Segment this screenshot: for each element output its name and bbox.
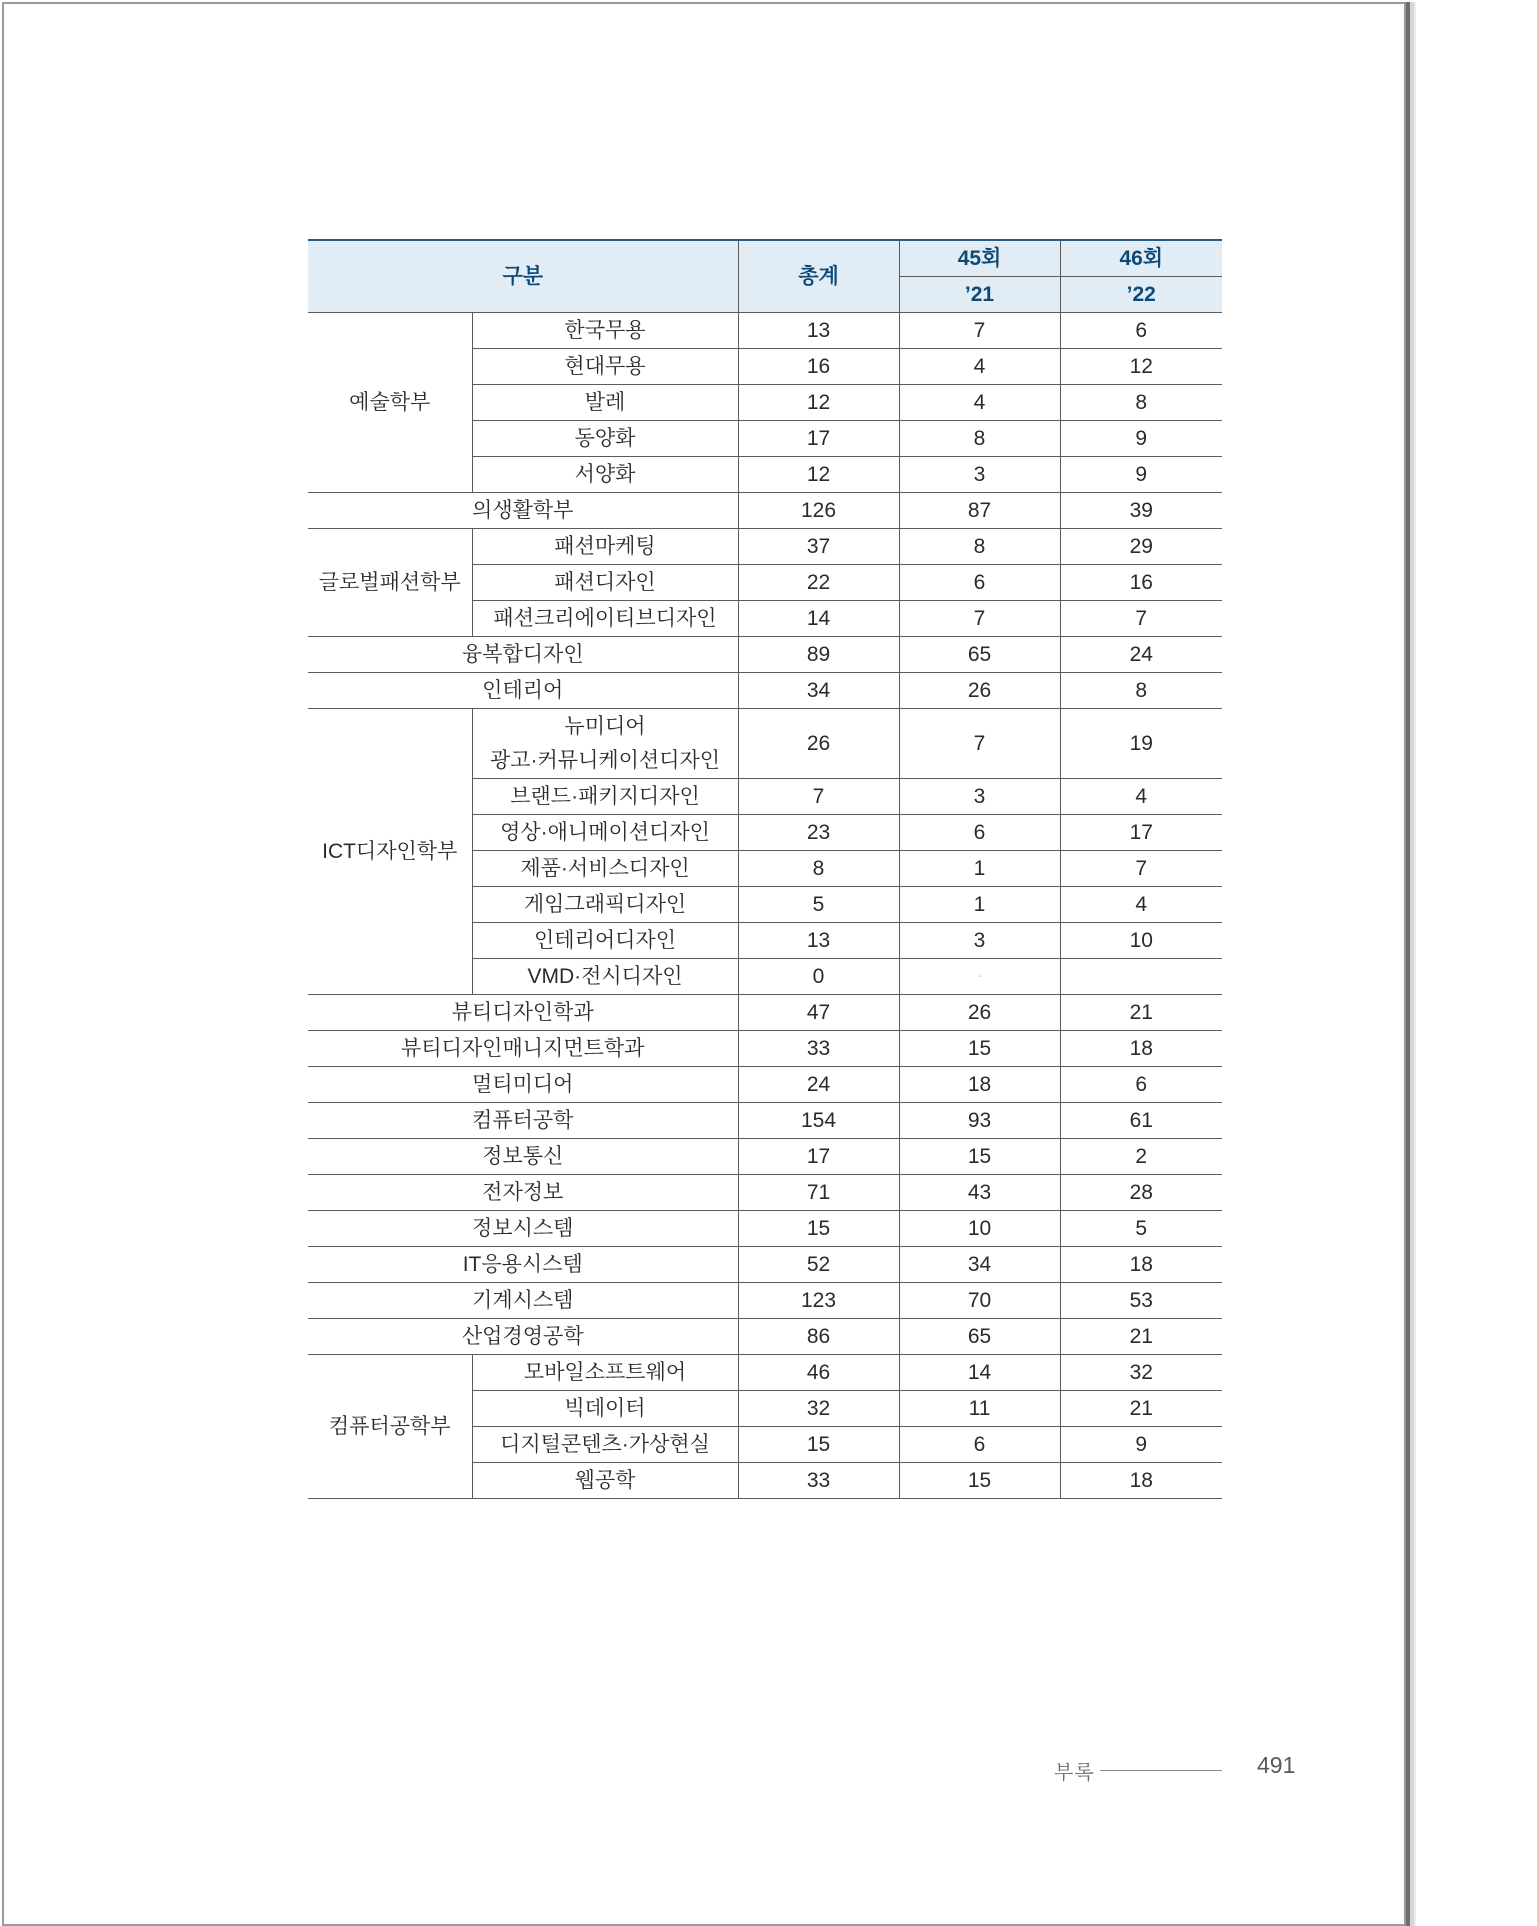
cell-2021: 4 (899, 385, 1060, 421)
header-session-46: 46회 (1060, 240, 1222, 277)
cell-2022: 16 (1060, 565, 1222, 601)
cell-total: 12 (738, 385, 899, 421)
page-number: 491 (1257, 1752, 1296, 1778)
cell-total: 17 (738, 421, 899, 457)
row-label: 빅데이터 (472, 1391, 738, 1427)
cell-total: 46 (738, 1355, 899, 1391)
table-row (308, 1031, 1222, 1067)
cell-2022: 17 (1060, 815, 1222, 851)
cell-total: 89 (738, 637, 899, 673)
cell-total: 22 (738, 565, 899, 601)
row-label-line: 뉴미디어 (564, 714, 646, 738)
cell-2021: 6 (899, 1427, 1060, 1463)
cell-2021: 8 (899, 529, 1060, 565)
cell-2021: 15 (899, 1139, 1060, 1175)
cell-total: 26 (738, 709, 899, 779)
cell-total: 15 (738, 1211, 899, 1247)
cell-2021: 15 (899, 1031, 1060, 1067)
table-row (308, 1355, 1222, 1391)
group-label: 예술학부 (308, 313, 472, 493)
cell-total: 24 (738, 1067, 899, 1103)
cell-2021: 8 (899, 421, 1060, 457)
cell-2021: 26 (899, 995, 1060, 1031)
cell-2022: 24 (1060, 637, 1222, 673)
footer-section-label: 부록 (1054, 1762, 1095, 1784)
row-label: 현대무용 (472, 349, 738, 385)
row-label: 컴퓨터공학 (308, 1103, 738, 1139)
cell-total: 13 (738, 923, 899, 959)
cell-2022: 39 (1060, 493, 1222, 529)
row-label: 패션크리에이티브디자인 (472, 601, 738, 637)
cell-2021: 7 (899, 313, 1060, 349)
cell-2021: 4 (899, 349, 1060, 385)
group-label: ICT디자인학부 (308, 709, 472, 995)
row-label: 한국무용 (472, 313, 738, 349)
table-row (308, 1319, 1222, 1355)
cell-2021: 10 (899, 1211, 1060, 1247)
cell-2021: 18 (899, 1067, 1060, 1103)
cell-2022: 10 (1060, 923, 1222, 959)
header-session-45: 45회 (899, 240, 1060, 277)
cell-2022: 21 (1060, 1391, 1222, 1427)
cell-total: 7 (738, 779, 899, 815)
row-label: 기계시스템 (308, 1283, 738, 1319)
row-label: 제품·서비스디자인 (472, 851, 738, 887)
cell-total: 0 (738, 959, 899, 995)
cell-2022: 7 (1060, 851, 1222, 887)
cell-2021: 43 (899, 1175, 1060, 1211)
cell-2022: 8 (1060, 385, 1222, 421)
cell-2022: 18 (1060, 1463, 1222, 1499)
table-row (308, 673, 1222, 709)
cell-total: 5 (738, 887, 899, 923)
row-label: 전자정보 (308, 1175, 738, 1211)
row-label (472, 709, 738, 779)
cell-2022: 4 (1060, 779, 1222, 815)
cell-total: 13 (738, 313, 899, 349)
row-label: 인테리어 (308, 673, 738, 709)
cell-2022: 28 (1060, 1175, 1222, 1211)
group-label: 컴퓨터공학부 (308, 1355, 472, 1499)
table-row (308, 1211, 1222, 1247)
cell-2021: 11 (899, 1391, 1060, 1427)
table-row (308, 637, 1222, 673)
row-label: 인테리어디자인 (472, 923, 738, 959)
cell-total: 126 (738, 493, 899, 529)
cell-2022: 6 (1060, 1067, 1222, 1103)
cell-total: 15 (738, 1427, 899, 1463)
row-label: VMD·전시디자인 (472, 959, 738, 995)
header-total: 총계 (738, 240, 899, 313)
cell-2021: 14 (899, 1355, 1060, 1391)
cell-total: 123 (738, 1283, 899, 1319)
cell-total: 33 (738, 1463, 899, 1499)
header-year-22: ’22 (1060, 277, 1222, 313)
cell-total: 8 (738, 851, 899, 887)
cell-2021: 3 (899, 923, 1060, 959)
cell-total: 12 (738, 457, 899, 493)
cell-total: 34 (738, 673, 899, 709)
cell-2022: 29 (1060, 529, 1222, 565)
cell-2022: 9 (1060, 457, 1222, 493)
table-row (308, 313, 1222, 349)
cell-2021: 87 (899, 493, 1060, 529)
table-row (308, 493, 1222, 529)
header-year-21: ’21 (899, 277, 1060, 313)
footer-rule (1100, 1770, 1222, 1771)
cell-2021: - (899, 959, 1060, 995)
row-label: 서양화 (472, 457, 738, 493)
row-label: 의생활학부 (308, 493, 738, 529)
row-label: 발레 (472, 385, 738, 421)
table-row (308, 1283, 1222, 1319)
row-label: 브랜드·패키지디자인 (472, 779, 738, 815)
cell-2021: 65 (899, 1319, 1060, 1355)
cell-2022: 5 (1060, 1211, 1222, 1247)
cell-total: 33 (738, 1031, 899, 1067)
document-page (2, 2, 1406, 1926)
row-label: 뷰티디자인매니지먼트학과 (308, 1031, 738, 1067)
row-label: 웹공학 (472, 1463, 738, 1499)
cell-2021: 1 (899, 887, 1060, 923)
cell-2021: 6 (899, 815, 1060, 851)
cell-2021: 7 (899, 601, 1060, 637)
cell-2021: 7 (899, 709, 1060, 779)
cell-2022: 4 (1060, 887, 1222, 923)
row-label: 영상·애니메이션디자인 (472, 815, 738, 851)
row-label: 동양화 (472, 421, 738, 457)
table-row (308, 1175, 1222, 1211)
cell-2022 (1060, 959, 1222, 995)
cell-2022: 32 (1060, 1355, 1222, 1391)
table-row (308, 995, 1222, 1031)
cell-2022: 6 (1060, 313, 1222, 349)
table-row (308, 1139, 1222, 1175)
cell-2021: 93 (899, 1103, 1060, 1139)
table-row (308, 1067, 1222, 1103)
cell-2021: 34 (899, 1247, 1060, 1283)
cell-2022: 53 (1060, 1283, 1222, 1319)
cell-total: 16 (738, 349, 899, 385)
row-label: 디지털콘텐츠·가상현실 (472, 1427, 738, 1463)
cell-2021: 15 (899, 1463, 1060, 1499)
cell-2022: 19 (1060, 709, 1222, 779)
cell-total: 47 (738, 995, 899, 1031)
cell-2021: 6 (899, 565, 1060, 601)
cell-total: 86 (738, 1319, 899, 1355)
row-label: 융복합디자인 (308, 637, 738, 673)
cell-2021: 1 (899, 851, 1060, 887)
table-row (308, 709, 1222, 779)
cell-2022: 8 (1060, 673, 1222, 709)
cell-2022: 2 (1060, 1139, 1222, 1175)
header-category: 구분 (308, 240, 738, 313)
cell-2022: 61 (1060, 1103, 1222, 1139)
cell-2021: 3 (899, 457, 1060, 493)
cell-2022: 18 (1060, 1031, 1222, 1067)
cell-2021: 26 (899, 673, 1060, 709)
cell-2022: 9 (1060, 1427, 1222, 1463)
row-label: 게임그래픽디자인 (472, 887, 738, 923)
cell-2021: 3 (899, 779, 1060, 815)
row-label: IT응용시스템 (308, 1247, 738, 1283)
cell-2022: 21 (1060, 1319, 1222, 1355)
row-label: 모바일소프트웨어 (472, 1355, 738, 1391)
row-label: 멀티미디어 (308, 1067, 738, 1103)
cell-2022: 12 (1060, 349, 1222, 385)
row-label: 정보통신 (308, 1139, 738, 1175)
row-label: 뷰티디자인학과 (308, 995, 738, 1031)
group-label: 글로벌패션학부 (308, 529, 472, 637)
header-row (308, 240, 1222, 277)
cell-total: 32 (738, 1391, 899, 1427)
table-row (308, 529, 1222, 565)
row-label-line: 광고·커뮤니케이션디자인 (489, 748, 721, 772)
table-row (308, 1247, 1222, 1283)
cell-2021: 70 (899, 1283, 1060, 1319)
row-label: 산업경영공학 (308, 1319, 738, 1355)
cell-total: 23 (738, 815, 899, 851)
cell-total: 37 (738, 529, 899, 565)
cell-total: 14 (738, 601, 899, 637)
cell-total: 17 (738, 1139, 899, 1175)
cell-2022: 7 (1060, 601, 1222, 637)
row-label: 패션마케팅 (472, 529, 738, 565)
cell-2021: 65 (899, 637, 1060, 673)
table-row (308, 1103, 1222, 1139)
cell-2022: 9 (1060, 421, 1222, 457)
cell-total: 52 (738, 1247, 899, 1283)
row-label: 정보시스템 (308, 1211, 738, 1247)
statistics-table (308, 239, 1222, 1499)
cell-total: 154 (738, 1103, 899, 1139)
cell-total: 71 (738, 1175, 899, 1211)
cell-2022: 18 (1060, 1247, 1222, 1283)
cell-2022: 21 (1060, 995, 1222, 1031)
row-label: 패션디자인 (472, 565, 738, 601)
